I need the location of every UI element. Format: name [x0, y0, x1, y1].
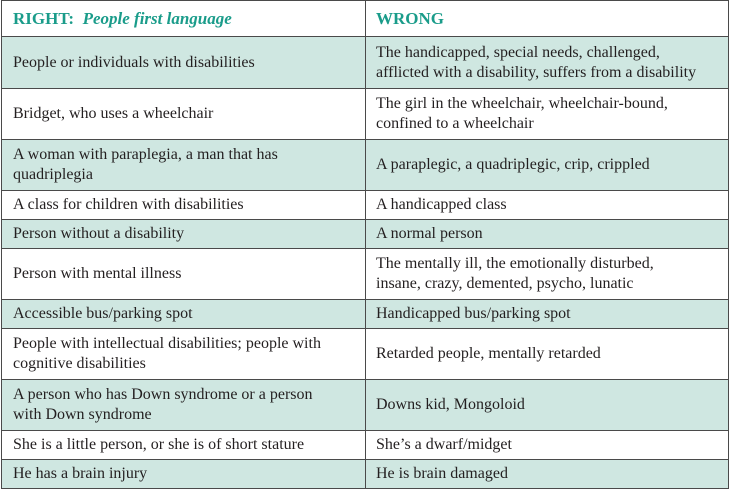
right-cell-line: Bridget, who uses a wheelchair [13, 105, 214, 122]
right-cell-line: He has a brain injury [13, 465, 148, 482]
wrong-cell [366, 37, 729, 89]
wrong-cell-line: The girl in the wheelchair, wheelchair-bound, [376, 95, 668, 112]
right-cell-line: People or individuals with disabilities [13, 53, 255, 71]
right-cell-line: Person without a disability [13, 225, 185, 242]
wrong-cell-line: A handicapped class [376, 196, 507, 213]
wrong-cell [366, 300, 729, 329]
table-row [2, 249, 729, 300]
right-cell [2, 220, 366, 249]
wrong-header-label: WRONG [376, 8, 444, 28]
table-row [2, 37, 729, 89]
right-cell-line: She is a little person, or she is of short stature [13, 436, 305, 453]
wrong-cell-line: The mentally ill, the emotionally disturbed, [376, 255, 654, 272]
table-row [2, 460, 729, 489]
wrong-cell [366, 249, 729, 300]
right-cell-line: A person who has Down syndrome or a person [13, 386, 313, 403]
right-cell [2, 300, 366, 329]
right-header-sublabel: People first language [82, 8, 232, 28]
right-cell [2, 380, 366, 431]
right-cell [2, 191, 366, 220]
table-row [2, 329, 729, 380]
right-cell [2, 89, 366, 140]
wrong-cell-line: The handicapped, special needs, challenged, [376, 43, 660, 61]
right-cell [2, 37, 366, 89]
right-cell-line: cognitive disabilities [13, 355, 146, 372]
table-row [2, 89, 729, 140]
right-cell [2, 329, 366, 380]
right-cell [2, 140, 366, 191]
wrong-cell [366, 431, 729, 460]
right-cell-line: Accessible bus/parking spot [13, 305, 193, 322]
table-row [2, 431, 729, 460]
table-row [2, 140, 729, 191]
right-cell-line: quadriplegia [13, 166, 93, 183]
wrong-column-header [366, 1, 729, 37]
table-body [2, 37, 729, 489]
wrong-cell-line: A paraplegic, a quadriplegic, crip, crippled [376, 156, 650, 173]
people-first-language-table [1, 0, 729, 489]
right-cell-line: People with intellectual disabilities; people with [13, 335, 321, 352]
wrong-cell [366, 380, 729, 431]
wrong-cell [366, 89, 729, 140]
wrong-cell-line: afflicted with a disability, suffers from a disability [376, 63, 697, 81]
right-header-label: RIGHT: [13, 8, 75, 28]
wrong-cell-line: A normal person [376, 225, 483, 242]
wrong-cell [366, 220, 729, 249]
wrong-cell-line: Retarded people, mentally retarded [376, 345, 601, 362]
wrong-cell [366, 191, 729, 220]
table-row [2, 380, 729, 431]
table-row [2, 191, 729, 220]
right-cell-line: A woman with paraplegia, a man that has [13, 146, 278, 163]
wrong-cell-line: insane, crazy, demented, psycho, lunatic [376, 275, 634, 292]
table-row [2, 300, 729, 329]
wrong-cell [366, 329, 729, 380]
right-cell [2, 460, 366, 489]
wrong-cell [366, 140, 729, 191]
wrong-cell-line: He is brain damaged [376, 465, 508, 482]
table-row [2, 220, 729, 249]
right-cell-line: A class for children with disabilities [13, 196, 244, 213]
right-cell-line: Person with mental illness [13, 265, 182, 282]
wrong-cell-line: Handicapped bus/parking spot [376, 305, 571, 322]
right-column-header [2, 1, 366, 37]
wrong-cell [366, 460, 729, 489]
wrong-cell-line: She’s a dwarf/midget [376, 436, 512, 453]
wrong-cell-line: confined to a wheelchair [376, 115, 534, 132]
right-cell-line: with Down syndrome [13, 406, 152, 423]
wrong-cell-line: Downs kid, Mongoloid [376, 396, 525, 413]
right-cell [2, 249, 366, 300]
right-cell [2, 431, 366, 460]
table-header-row [2, 1, 729, 37]
